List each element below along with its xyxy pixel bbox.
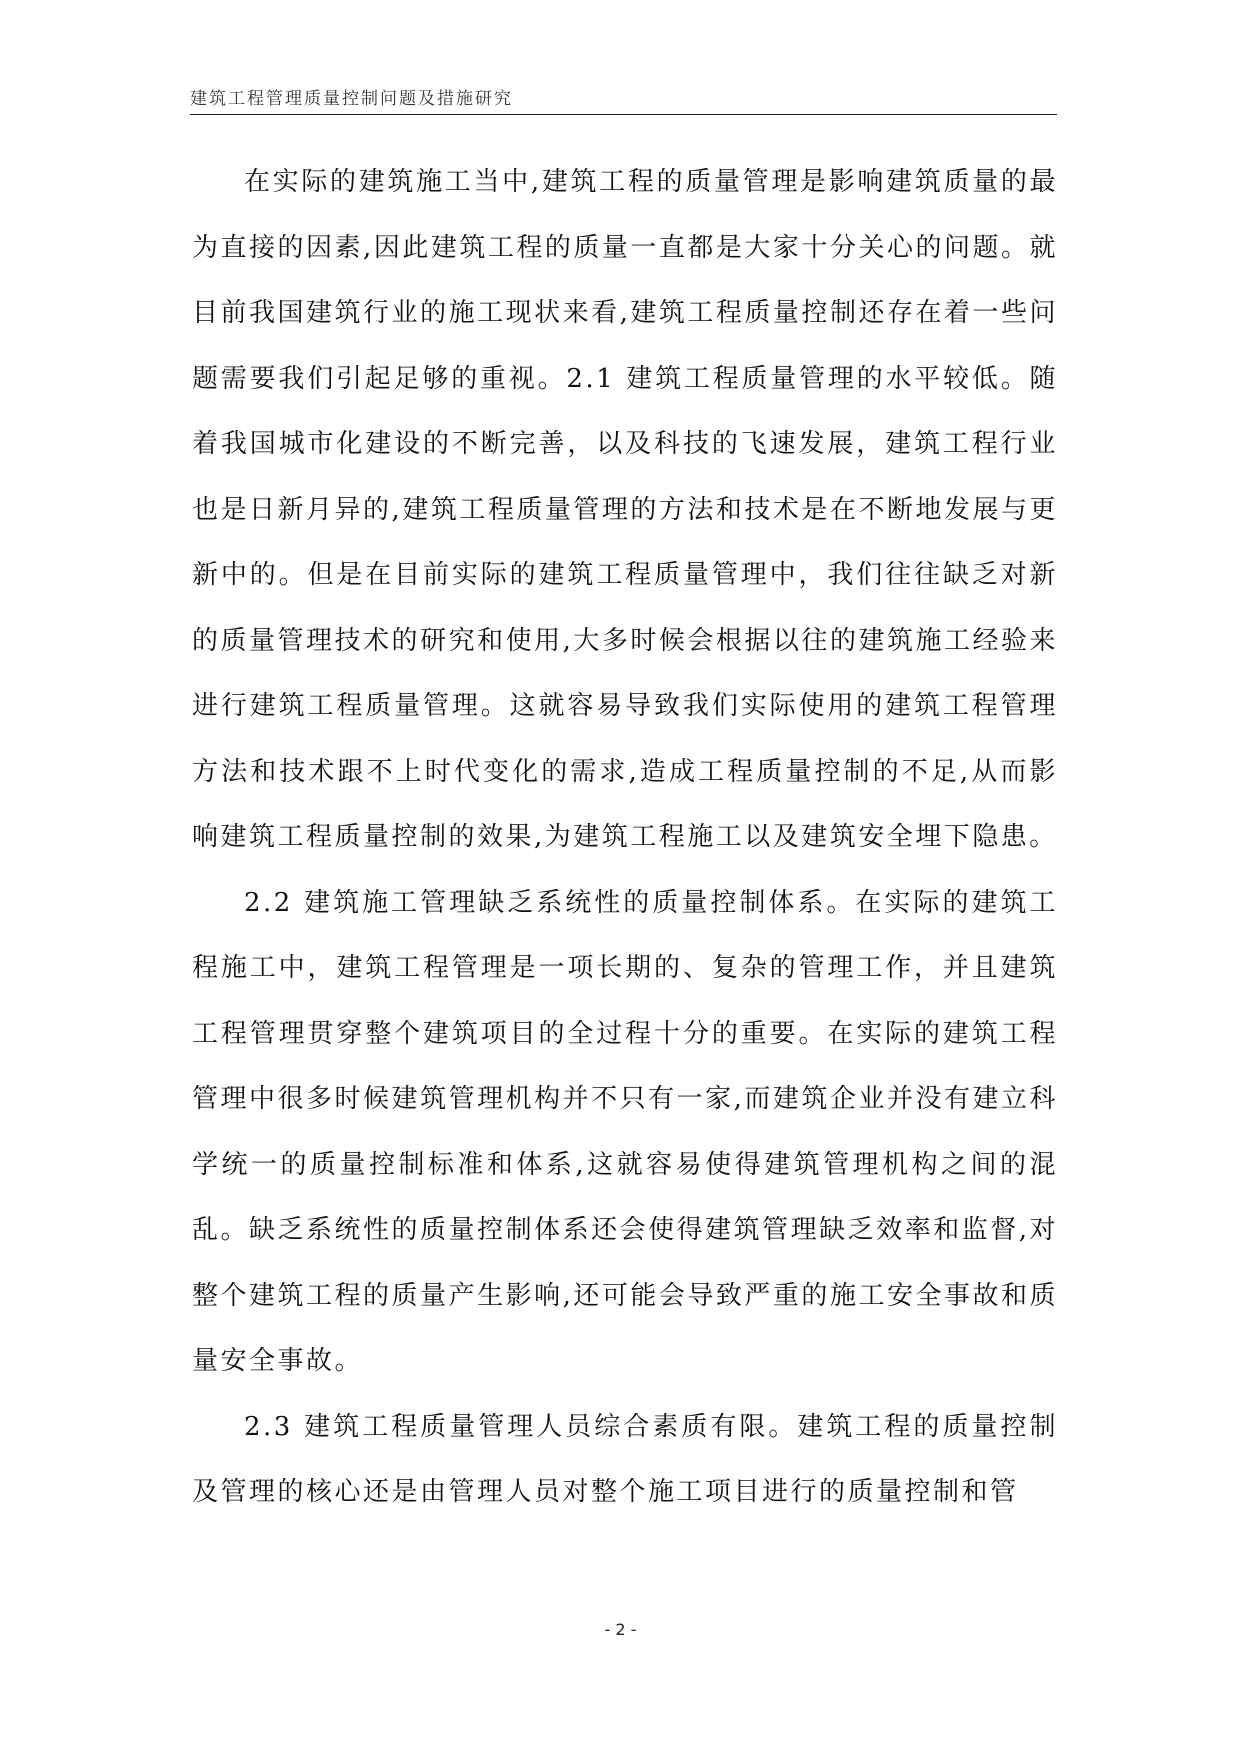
paragraph-personnel-quality: 2.3 建筑工程质量管理人员综合素质有限。建筑工程的质量控制及管理的核心还是由管理人员对整个施工项目进行的质量控制和管 (192, 1411, 1058, 1507)
paragraph-quality-control-system: 2.2 建筑施工管理缺乏系统性的质量控制体系。在实际的建筑工程施工中，建筑工程管理是一项长期的、复杂的管理工作，并且建筑工程管理贯穿整个建筑项目的全过程十分的重要。在实际的建筑工程管理中很多时候建筑管理机构并不只有一家,而建筑企业并没有建立科学统一的质量控制标准和体系,这就容易使得建筑管理机构之间的混乱。缺乏系统性的质量控制体系还会使得建筑管理缺乏效率和监督,对整个建筑工程的质量产生影响,还可能会导致严重的施工安全事故和质量安全事故。 (192, 887, 1058, 1376)
document-body (192, 150, 1058, 1526)
running-header (190, 86, 1057, 115)
paragraph-quality-management-level: 在实际的建筑施工当中,建筑工程的质量管理是影响建筑质量的最为直接的因素,因此建筑工程的质量一直都是大家十分关心的问题。就目前我国建筑行业的施工现状来看,建筑工程质量控制还存在着一些问题需要我们引起足够的重视。2.1 建筑工程质量管理的水平较低。随着我国城市化建设的不断完善，以及科技的飞速发展，建筑工程行业也是日新月异的,建筑工程质量管理的方法和技术是在不断地发展与更新中的。但是在目前实际的建筑工程质量管理中，我们往往缺乏对新的质量管理技术的研究和使用,大多时候会根据以往的建筑施工经验来进行建筑工程质量管理。这就容易导致我们实际使用的建筑工程管理方法和技术跟不上时代变化的需求,造成工程质量控制的不足,从而影响建筑工程质量控制的效果,为建筑工程施工以及建筑安全埋下隐患。 (192, 167, 1058, 852)
page-number: - 2 - (604, 1620, 637, 1639)
header-title: 建筑工程管理质量控制问题及措施研究 (190, 89, 513, 109)
